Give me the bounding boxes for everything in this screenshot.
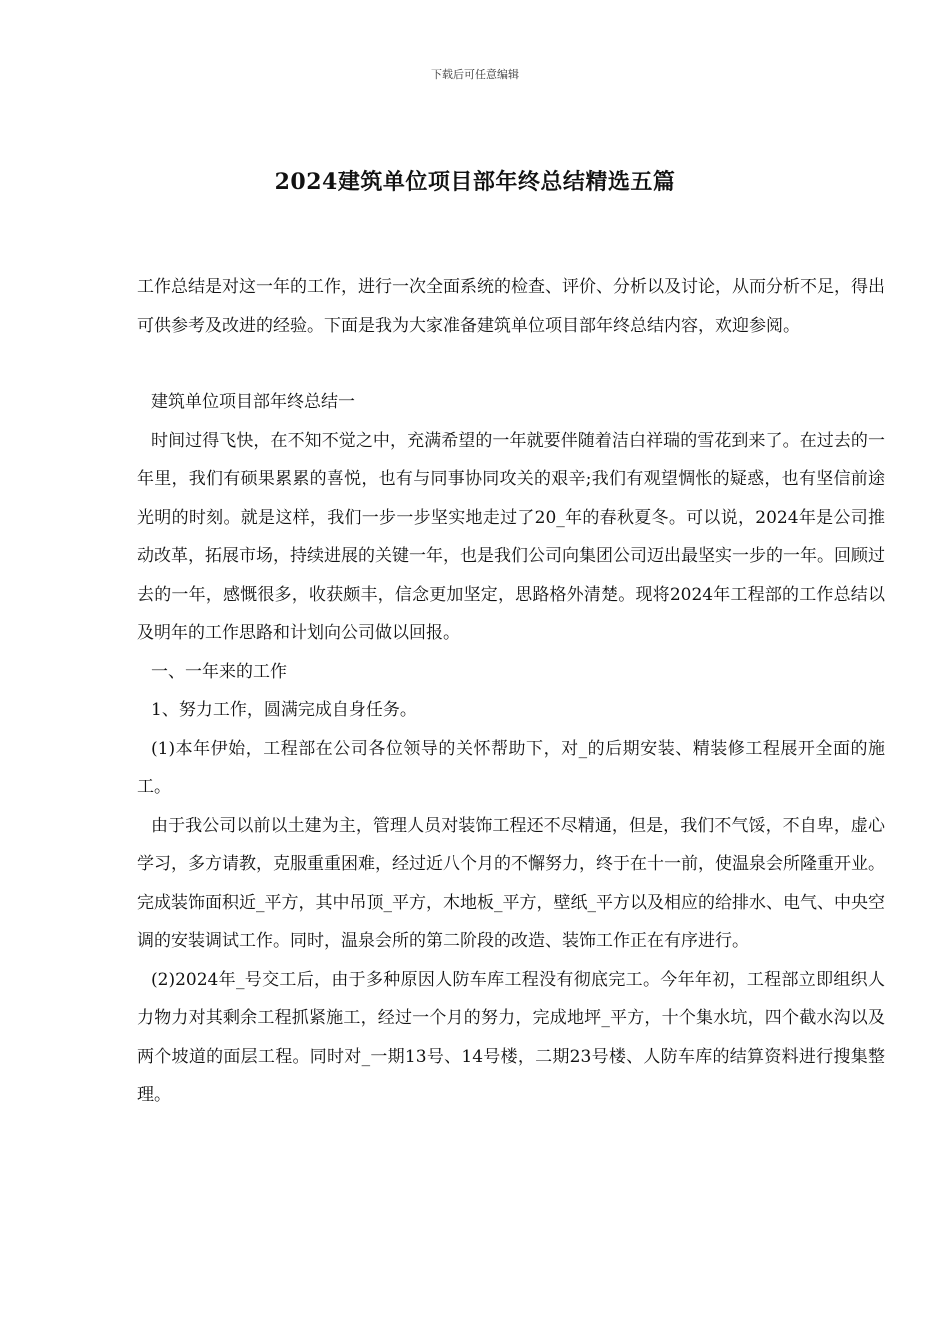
header-note: 下载后可任意编辑 [431, 68, 519, 81]
paragraph-1: 时间过得飞快，在不知不觉之中，充满希望的一年就要伴随着洁白祥瑞的雪花到来了。在过去的一年里，我们有硕果累累的喜悦，也有与同事协同攻关的艰辛;我们有观望惆怅的疑惑，也有坚信前途光明的时刻。就是这样，我们一步一步坚实地走过了20_年的春秋夏冬。可以说，2024年是公司推动改革，拓展市场，持续进展的关键一年，也是我们公司向集团公司迈出最坚实一步的一年。回顾过去的一年，感慨很多，收获颇丰，信念更加坚定，思路格外清楚。现将2024年工程部的工作总结以及明年的工作思路和计划向公司做以回报。 [137, 430, 885, 643]
document-title: 2024建筑单位项目部年终总结精选五篇 [274, 169, 676, 195]
section-heading: 建筑单位项目部年终总结一 [151, 392, 355, 412]
heading-2: 1、努力工作，圆满完成自身任务。 [151, 700, 417, 720]
document-body [137, 268, 885, 1115]
paragraph-3: 由于我公司以前以土建为主，管理人员对装饰工程还不尽精通，但是，我们不气馁，不自卑，虚心学习，多方请教，克服重重困难，经过近八个月的不懈努力，终于在十一前，使温泉会所隆重开业。完成装饰面积近_平方，其中吊顶_平方，木地板_平方，壁纸_平方以及相应的给排水、电气、中央空调的安装调试工作。同时，温泉会所的第二阶段的改造、装饰工作正在有序进行。 [137, 815, 885, 951]
intro-paragraph: 工作总结是对这一年的工作，进行一次全面系统的检查、评价、分析以及讨论，从而分析不足，得出可供参考及改进的经验。下面是我为大家准备建筑单位项目部年终总结内容，欢迎参阅。 [137, 277, 885, 336]
heading-1: 一、一年来的工作 [151, 661, 287, 682]
paragraph-gap [137, 345, 885, 383]
paragraph-2: (1)本年伊始，工程部在公司各位领导的关怀帮助下，对_的后期安装、精装修工程展开全面的施工。 [137, 738, 885, 797]
paragraph-4: (2)2024年_号交工后，由于多种原因人防车库工程没有彻底完工。今年年初，工程部立即组织人力物力对其剩余工程抓紧施工，经过一个月的努力，完成地坪_平方，十个集水坑，四个截水沟以及两个坡道的面层工程。同时对_一期13号、14号楼，二期23号楼、人防车库的结算资料进行搜集整理。 [137, 969, 885, 1105]
